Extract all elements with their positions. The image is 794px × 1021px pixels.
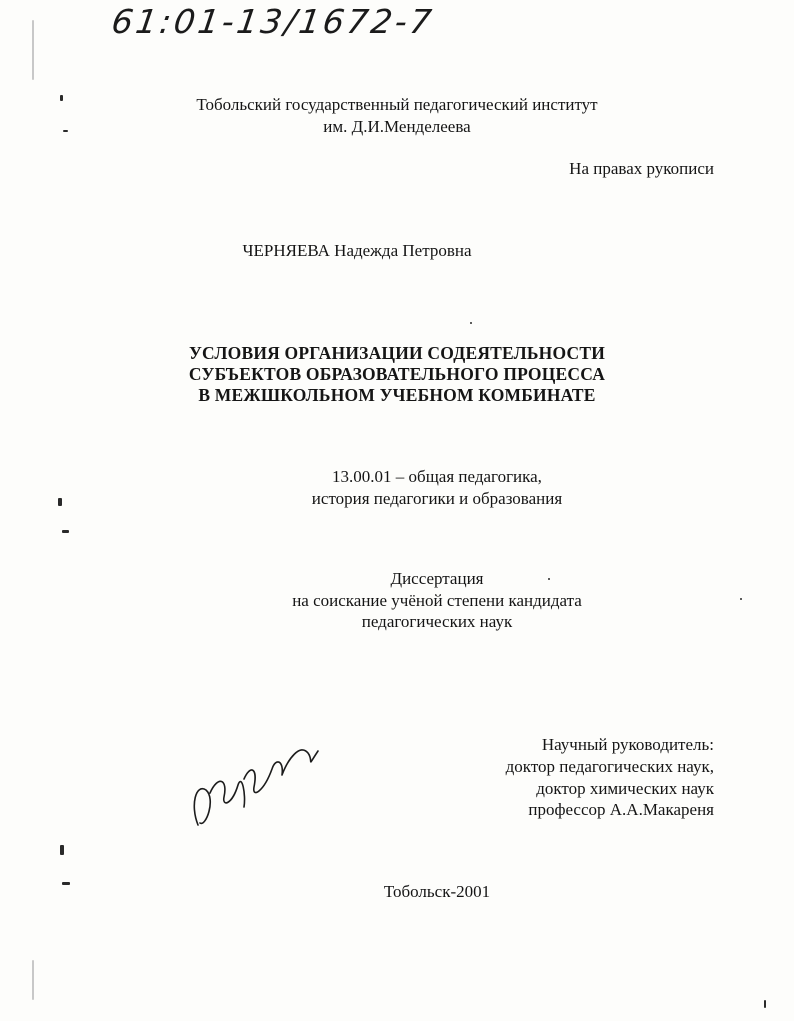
title-line-2: СУБЪЕКТОВ ОБРАЗОВАТЕЛЬНОГО ПРОЦЕССА: [188, 364, 606, 384]
author-name: ЧЕРНЯЕВА Надежда Петровна: [242, 241, 472, 260]
handwritten-signature-icon: [188, 735, 328, 835]
supervisor-line-4: профессор А.А.Макареня: [528, 800, 714, 819]
dissertation-line-3: педагогических наук: [361, 612, 513, 631]
supervisor-line-3: доктор химических наук: [536, 779, 714, 798]
specialty-line-2: история педагогики и образования: [311, 489, 563, 508]
institution-line-1: Тобольский государственный педагогический институт: [196, 95, 598, 114]
title-line-3: В МЕЖШКОЛЬНОМ УЧЕБНОМ КОМБИНАТЕ: [198, 385, 596, 405]
specialty-line-1: 13.00.01 – общая педагогика,: [332, 467, 542, 486]
dissertation-line-1: Диссертация: [390, 569, 484, 588]
city-year: Тобольск-2001: [383, 882, 491, 901]
supervisor-line-2: доктор педагогических наук,: [505, 757, 714, 776]
archive-code: 61:01-13/1672-7: [109, 2, 437, 41]
institution-line-2: им. Д.И.Менделеева: [323, 117, 471, 136]
supervisor-line-1: Научный руководитель:: [541, 735, 714, 754]
dissertation-line-2: на соискание учёной степени кандидата: [292, 591, 582, 610]
title-line-1: УСЛОВИЯ ОРГАНИЗАЦИИ СОДЕЯТЕЛЬНОСТИ: [188, 343, 606, 363]
rights-note: На правах рукописи: [569, 159, 714, 178]
